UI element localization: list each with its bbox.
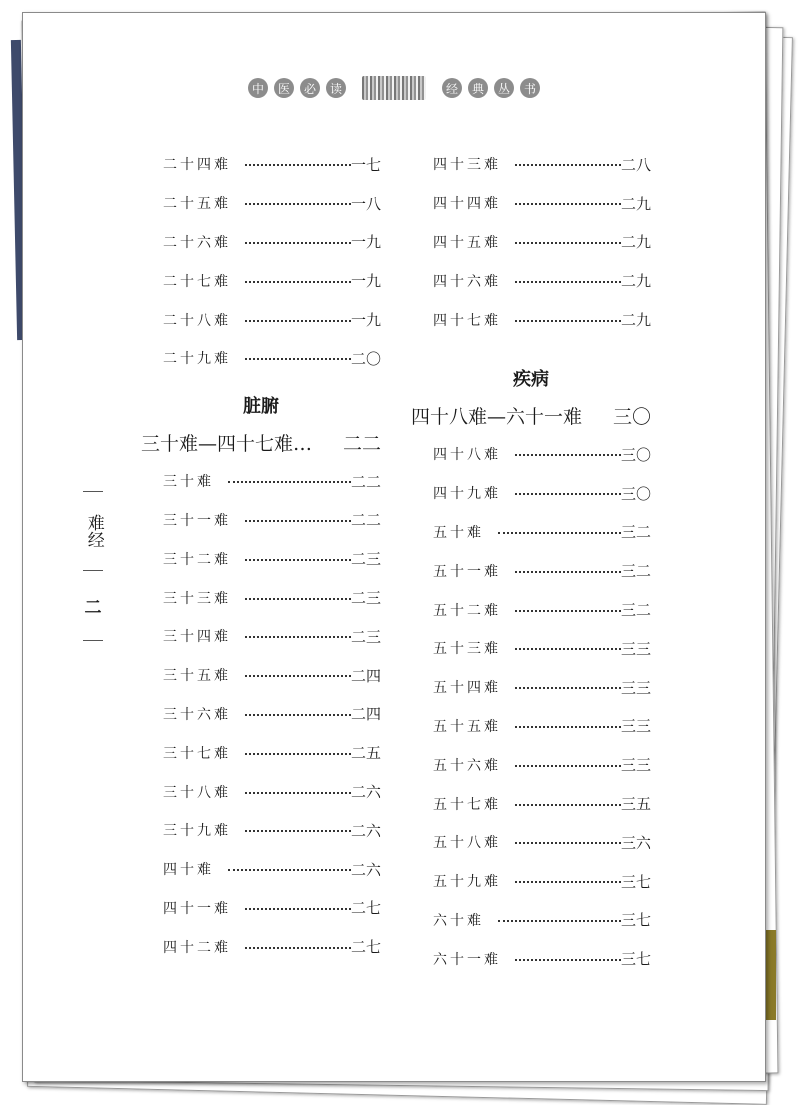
dot-leader — [515, 203, 621, 205]
dot-leader — [245, 320, 351, 322]
toc-entry — [141, 578, 381, 617]
series-char: 丛 — [494, 78, 514, 98]
toc-entry — [411, 629, 651, 668]
dot-leader — [498, 532, 621, 534]
dot-leader — [245, 753, 351, 755]
entry-page: 三七 — [620, 950, 651, 969]
dot-leader — [245, 792, 351, 794]
running-header — [23, 75, 765, 101]
series-char: 书 — [520, 78, 540, 98]
entry-title: 二十八难 — [163, 312, 231, 329]
dot-leader — [245, 714, 351, 716]
series-char: 读 — [326, 78, 346, 98]
subsection-title: 三十难—四十七难… — [141, 433, 313, 456]
entry-page: 三二 — [620, 601, 651, 620]
dot-leader — [498, 920, 621, 922]
entry-page: 三二 — [620, 562, 651, 581]
entry-page: 二九 — [620, 311, 651, 330]
entry-title: 五十一难 — [433, 563, 501, 580]
dot-leader — [515, 610, 621, 612]
entry-page: 二四 — [350, 705, 381, 724]
entry-title: 四十四难 — [433, 196, 501, 213]
entry-page: 二九 — [620, 233, 651, 252]
entry-page: 二六 — [350, 783, 381, 802]
divider — [83, 640, 103, 641]
entry-title: 五十七难 — [433, 796, 501, 813]
toc-entry — [411, 590, 651, 629]
series-char: 中 — [248, 78, 268, 98]
dot-leader — [515, 493, 621, 495]
dot-leader — [515, 959, 621, 961]
toc-entry — [411, 435, 651, 474]
subsection-page: 三〇 — [612, 406, 651, 429]
entry-page: 二九 — [620, 194, 651, 213]
book-title: 难经 — [83, 514, 104, 548]
entry-title: 三十九难 — [163, 823, 231, 840]
toc-entry — [411, 939, 651, 978]
dot-leader — [515, 164, 621, 166]
entry-page: 一九 — [350, 272, 381, 291]
dot-leader — [245, 203, 351, 205]
toc-entry — [141, 889, 381, 928]
subsection-page: 二二 — [342, 433, 381, 456]
entry-title: 四十二难 — [163, 939, 231, 956]
entry-page: 三七 — [620, 872, 651, 891]
entry-title: 三十难 — [163, 474, 214, 491]
dot-leader — [245, 675, 351, 677]
toc-column-left — [141, 145, 381, 966]
dot-leader — [515, 454, 621, 456]
page-number: 二 — [84, 598, 102, 618]
toc-entry — [141, 184, 381, 223]
document-page — [22, 12, 766, 1082]
toc-entry — [141, 850, 381, 889]
toc-entry — [411, 784, 651, 823]
entry-page: 三六 — [620, 833, 651, 852]
book-cover-edge — [766, 930, 776, 1020]
dot-leader — [515, 281, 621, 283]
entry-title: 二十六难 — [163, 234, 231, 251]
subsection-entry — [141, 424, 381, 462]
entry-page: 二三 — [350, 627, 381, 646]
toc-entry — [141, 539, 381, 578]
toc-entry — [411, 668, 651, 707]
dot-leader — [245, 559, 351, 561]
toc-entry — [141, 617, 381, 656]
entry-title: 三十二难 — [163, 551, 231, 568]
entry-title: 二十九难 — [163, 351, 231, 368]
entry-page: 三二 — [620, 523, 651, 542]
entry-title: 二十四难 — [163, 157, 231, 174]
entry-title: 二十七难 — [163, 273, 231, 290]
entry-title: 三十三难 — [163, 590, 231, 607]
dot-leader — [245, 520, 351, 522]
toc-entry — [411, 745, 651, 784]
toc-entry — [141, 656, 381, 695]
toc-entry — [141, 695, 381, 734]
toc-entry — [141, 501, 381, 540]
entry-title: 四十八难 — [433, 447, 501, 464]
divider — [83, 491, 103, 492]
entry-title: 五十六难 — [433, 757, 501, 774]
entry-page: 一七 — [350, 155, 381, 174]
entry-page: 一九 — [350, 311, 381, 330]
dot-leader — [245, 164, 351, 166]
entry-title: 四十难 — [163, 862, 214, 879]
dot-leader — [245, 358, 351, 360]
dot-leader — [228, 869, 351, 871]
dot-leader — [515, 320, 621, 322]
dot-leader — [515, 726, 621, 728]
series-char: 必 — [300, 78, 320, 98]
entry-page: 三三 — [620, 678, 651, 697]
entry-page: 二八 — [620, 155, 651, 174]
toc-entry — [411, 862, 651, 901]
toc-entry — [411, 823, 651, 862]
toc-entry — [141, 927, 381, 966]
entry-title: 四十五难 — [433, 234, 501, 251]
entry-title: 五十二难 — [433, 602, 501, 619]
entry-title: 四十六难 — [433, 273, 501, 290]
entry-page: 三七 — [620, 911, 651, 930]
entry-page: 二〇 — [350, 349, 381, 368]
divider — [83, 570, 103, 571]
dot-leader — [245, 830, 351, 832]
subsection-title: 四十八难—六十一难 — [411, 406, 583, 429]
toc-entry — [141, 811, 381, 850]
entry-page: 三三 — [620, 639, 651, 658]
dot-leader — [245, 598, 351, 600]
dot-leader — [515, 242, 621, 244]
side-label — [73, 491, 113, 641]
entry-title: 五十三难 — [433, 641, 501, 658]
toc-entry — [411, 145, 651, 184]
series-char: 经 — [442, 78, 462, 98]
dot-leader — [515, 648, 621, 650]
dot-leader — [245, 947, 351, 949]
entry-page: 三〇 — [620, 445, 651, 464]
toc-entry — [411, 707, 651, 746]
entry-title: 五十八难 — [433, 835, 501, 852]
toc-entry — [141, 733, 381, 772]
entry-title: 五十五难 — [433, 718, 501, 735]
dot-leader — [245, 908, 351, 910]
entry-page: 一九 — [350, 233, 381, 252]
toc-entry — [411, 184, 651, 223]
entry-page: 二二 — [350, 511, 381, 530]
section-title: 疾病 — [513, 368, 549, 390]
toc-entry — [141, 462, 381, 501]
entry-title: 六十难 — [433, 912, 484, 929]
entry-page: 二三 — [350, 589, 381, 608]
dot-leader — [515, 687, 621, 689]
entry-title: 六十一难 — [433, 951, 501, 968]
toc-entry — [411, 474, 651, 513]
entry-page: 二三 — [350, 550, 381, 569]
series-char: 医 — [274, 78, 294, 98]
entry-page: 一八 — [350, 194, 381, 213]
dot-leader — [515, 804, 621, 806]
entry-title: 二十五难 — [163, 196, 231, 213]
toc-entry — [411, 901, 651, 940]
entry-page: 二七 — [350, 938, 381, 957]
entry-title: 三十六难 — [163, 706, 231, 723]
toc-entry — [141, 261, 381, 300]
entry-title: 四十三难 — [433, 157, 501, 174]
dot-leader — [515, 881, 621, 883]
entry-page: 二四 — [350, 666, 381, 685]
entry-page: 三三 — [620, 717, 651, 736]
dot-leader — [515, 765, 621, 767]
dot-leader — [245, 242, 351, 244]
entry-page: 二九 — [620, 272, 651, 291]
dot-leader — [515, 571, 621, 573]
entry-page: 二五 — [350, 744, 381, 763]
series-char: 典 — [468, 78, 488, 98]
section-title: 脏腑 — [243, 395, 279, 417]
entry-title: 三十五难 — [163, 668, 231, 685]
entry-page: 三三 — [620, 756, 651, 775]
toc-entry — [411, 300, 651, 339]
entry-title: 五十九难 — [433, 874, 501, 891]
toc-column-right — [411, 145, 651, 978]
entry-title: 三十七难 — [163, 745, 231, 762]
publisher-logo — [362, 76, 426, 100]
entry-title: 四十九难 — [433, 486, 501, 503]
dot-leader — [228, 481, 351, 483]
toc-entry — [141, 772, 381, 811]
toc-entry — [411, 551, 651, 590]
entry-page: 二六 — [350, 860, 381, 879]
dot-leader — [245, 281, 351, 283]
entry-page: 二二 — [350, 472, 381, 491]
toc-entry — [141, 223, 381, 262]
toc-entry — [141, 300, 381, 339]
toc-entry — [411, 223, 651, 262]
entry-page: 二六 — [350, 821, 381, 840]
entry-title: 三十四难 — [163, 629, 231, 646]
entry-title: 五十四难 — [433, 680, 501, 697]
entry-title: 三十八难 — [163, 784, 231, 801]
dot-leader — [245, 636, 351, 638]
entry-page: 三五 — [620, 795, 651, 814]
dot-leader — [515, 842, 621, 844]
entry-page: 三〇 — [620, 484, 651, 503]
entry-title: 四十七难 — [433, 312, 501, 329]
toc-entry — [141, 339, 381, 378]
entry-title: 五十难 — [433, 524, 484, 541]
toc-entry — [141, 145, 381, 184]
subsection-entry — [411, 397, 651, 435]
entry-title: 四十一难 — [163, 900, 231, 917]
entry-title: 三十一难 — [163, 512, 231, 529]
toc-entry — [411, 513, 651, 552]
entry-page: 二七 — [350, 899, 381, 918]
toc-entry — [411, 261, 651, 300]
